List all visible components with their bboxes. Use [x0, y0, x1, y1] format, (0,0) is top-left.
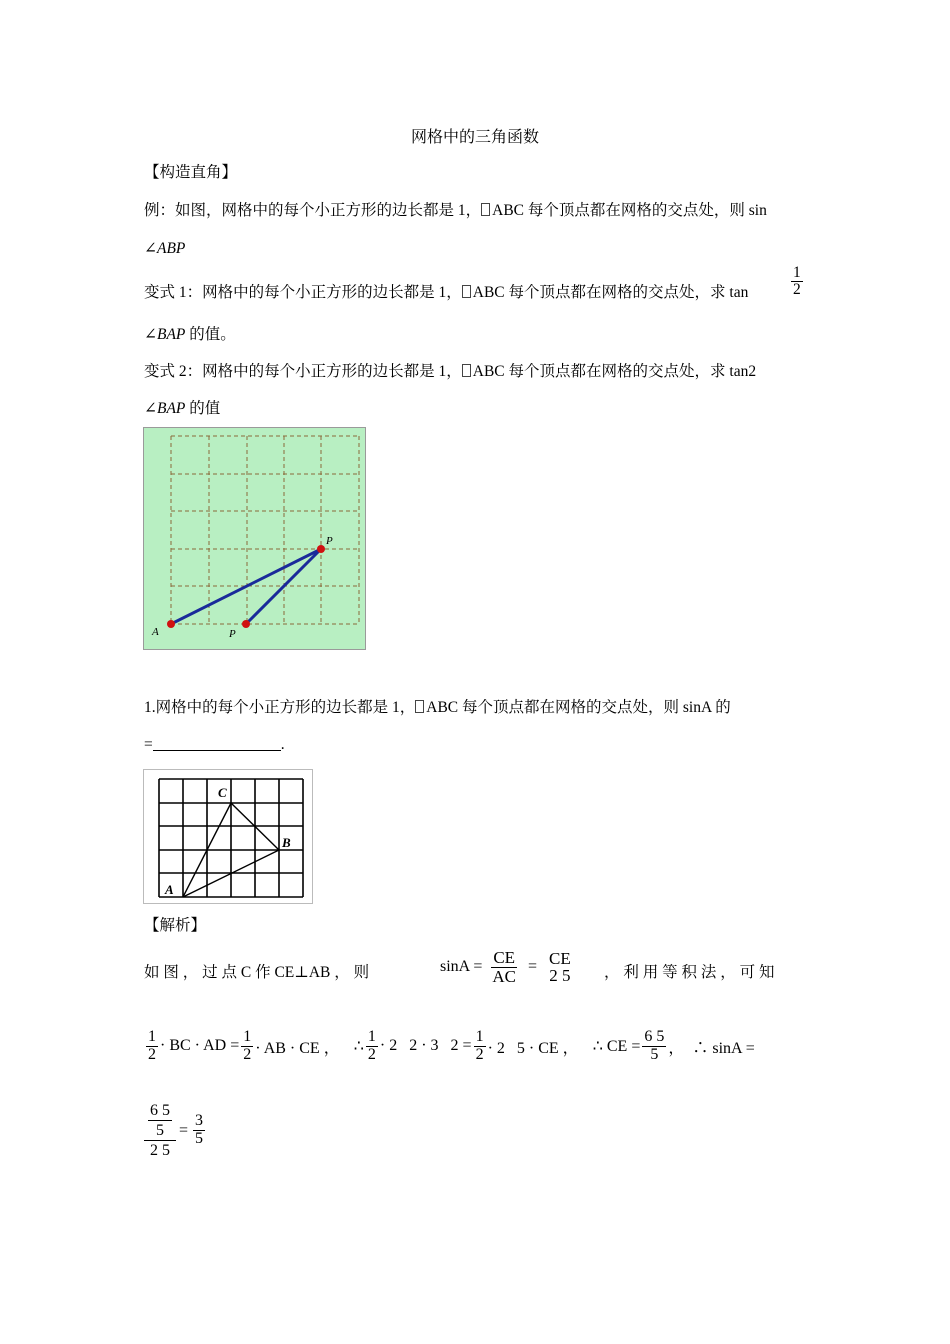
variant2-suffix: 的值: [185, 400, 221, 417]
ab-ce-expr: · AB · CE ，: [255, 1039, 340, 1057]
variant1-line-1: [144, 283, 748, 303]
half-num: 1: [367, 1028, 376, 1045]
triangle-symbol-icon: [462, 285, 471, 298]
example-line-2: [144, 239, 185, 259]
sin-a-conclusion: ， ∴ sinA =: [668, 1039, 755, 1057]
half-num: 1: [475, 1028, 484, 1045]
label-c: C: [218, 785, 227, 800]
fraction-denominator: 2: [793, 281, 801, 299]
result-den: 5: [195, 1130, 204, 1148]
numeric-expr: · 2 2 · 3 2 =: [379, 1037, 472, 1055]
solution-line-1-text: 如 图 ， 过 点 C 作 CE⊥AB ， 则: [144, 964, 370, 981]
half-num: 1: [243, 1028, 252, 1045]
label-p-bottom: P: [229, 628, 236, 640]
example-text-b: ABC 每个顶点都在网格的交点处，则 sin: [492, 202, 767, 219]
section-heading-analysis: 【解析】: [144, 917, 207, 934]
half-num: 1: [148, 1028, 156, 1045]
page-title: 网格中的三角函数: [410, 129, 539, 146]
point-p-top: [317, 545, 325, 553]
question1-equals: =: [144, 736, 153, 753]
fraction-ac: AC: [492, 966, 516, 986]
half-den: 2: [367, 1045, 376, 1063]
variant1-text-b: ABC 每个顶点都在网格的交点处，求 tan: [472, 284, 749, 301]
ce-equals: ∴ CE =: [592, 1038, 641, 1056]
variant1-half-fraction: [789, 265, 805, 299]
fraction-2-root5: 2 5: [549, 966, 571, 986]
label-p-top: P: [326, 535, 333, 547]
variant2-angle: ∠BAP: [144, 400, 186, 417]
triangle-symbol-icon: [415, 700, 424, 713]
compound-fraction: [144, 1101, 176, 1161]
question1-line-2: [144, 735, 285, 755]
label-a: A: [165, 882, 174, 897]
result-num: 3: [195, 1112, 204, 1130]
variant2-text-a: 变式 2：网格中的每个小正方形的边长都是 1，: [144, 363, 462, 380]
solution-line-2: [144, 1029, 755, 1064]
variant2-line-1: [144, 362, 756, 382]
triangle-symbol-icon: [481, 203, 490, 216]
inner-den: 5: [156, 1122, 164, 1140]
half-den: 2: [148, 1045, 156, 1063]
fraction-numerator: 1: [793, 264, 801, 281]
question1-text-a: 1.网格中的每个小正方形的边长都是 1，: [144, 699, 416, 716]
equals-sign: =: [528, 958, 538, 976]
equals-sign: =: [179, 1121, 189, 1139]
variant2-line-2: [144, 399, 220, 419]
ce-value-num: 6 5: [644, 1028, 665, 1045]
inner-num: 6 5: [148, 1101, 172, 1121]
question1-text-b: ABC 每个顶点都在网格的交点处，则 sinA 的: [426, 699, 731, 716]
point-a: [167, 620, 175, 628]
solution-sin-formula: [440, 949, 575, 986]
solution-line-3: [144, 1101, 207, 1161]
variant1-suffix: 的值。: [185, 326, 236, 343]
example-line-1: [144, 201, 767, 221]
example-angle: ∠ABP: [144, 240, 186, 257]
answer-blank[interactable]: [153, 736, 281, 751]
triangle-symbol-icon: [462, 364, 471, 377]
grid-figure-abc: [143, 769, 313, 904]
solution-line-1-tail: ， 利 用 等 积 法 ， 可 知: [604, 964, 775, 981]
outer-den: 2 5: [150, 1142, 170, 1160]
sin-a-label: sinA =: [440, 958, 483, 976]
variant2-text-b: ABC 每个顶点都在网格的交点处，求 tan2: [472, 363, 757, 380]
half-den: 2: [243, 1045, 252, 1063]
half-den: 2: [475, 1045, 484, 1063]
therefore-symbol: ∴: [353, 1038, 364, 1056]
question1-period: .: [280, 736, 285, 753]
variant1-line-2: [144, 325, 236, 345]
point-p-bottom: [242, 620, 250, 628]
example-text-a: 例：如图，网格中的每个小正方形的边长都是 1，: [144, 202, 482, 219]
fraction-ce-2: CE: [549, 948, 571, 968]
ce-value-den: 5: [650, 1045, 659, 1063]
variant1-angle: ∠BAP: [144, 326, 186, 343]
label-b: B: [282, 835, 291, 850]
question1-line-1: [144, 698, 731, 718]
section-heading-construct-right-angle: 【构造直角】: [144, 164, 238, 181]
label-a: A: [152, 626, 159, 638]
root5-ce-expr: · 2 5 · CE ，: [487, 1039, 579, 1057]
variant1-text-a: 变式 1：网格中的每个小正方形的边长都是 1，: [144, 284, 462, 301]
fraction-ce: CE: [493, 948, 516, 967]
grid-figure-abp: [143, 427, 366, 650]
bc-ad-expr: · BC · AD =: [160, 1037, 240, 1055]
